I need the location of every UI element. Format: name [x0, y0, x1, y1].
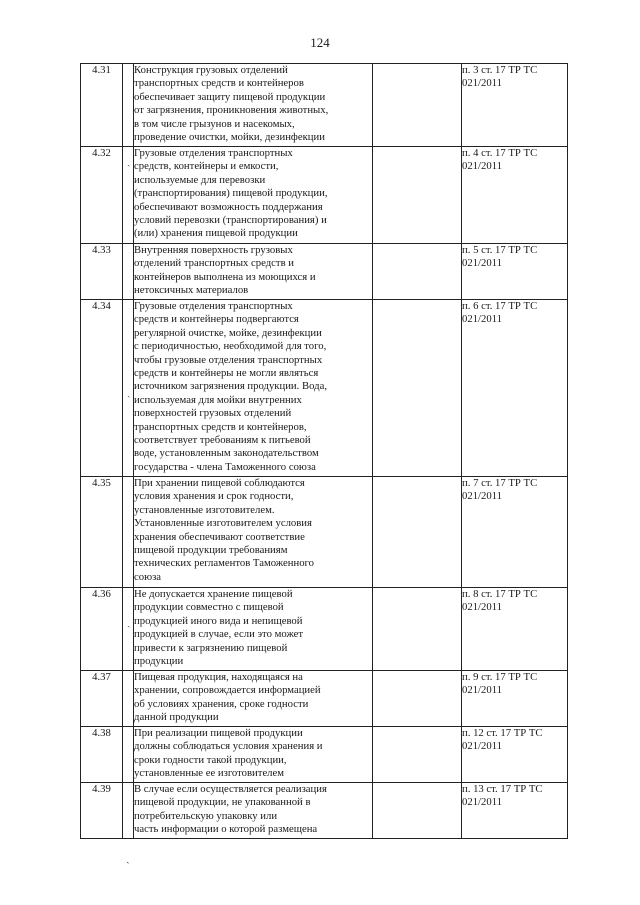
table-row — [81, 64, 568, 147]
pen-tick-mark: ˏ — [127, 617, 131, 628]
mark-cell — [123, 671, 134, 727]
mark-cell — [123, 244, 134, 300]
mark-cell — [123, 64, 134, 147]
row-number: 4.33 — [81, 244, 123, 300]
row-number: 4.38 — [81, 727, 123, 783]
requirement-text: Конструкция грузовых отделений транспортных средств и контейнеров обеспечивает защиту пищевой продукции от загрязнения, проникновения животных, в том числе грызунов и насекомых, проведение очистки, мойки, дезинфекции — [134, 64, 373, 147]
mark-cell — [123, 588, 134, 671]
row-number: 4.32 — [81, 147, 123, 244]
legal-reference: п. 12 ст. 17 ТР ТС 021/2011 — [462, 727, 568, 783]
table-row — [81, 244, 568, 300]
requirement-text: В случае если осуществляется реализация пищевой продукции, не упакованной в потребительскую упаковку или часть информации о которой размещена — [134, 783, 373, 839]
requirement-text: При реализации пищевой продукции должны соблюдаться условия хранения и сроки годности такой продукции, установленные ее изготовителем — [134, 727, 373, 783]
legal-reference: п. 4 ст. 17 ТР ТС 021/2011 — [462, 147, 568, 244]
empty-cell — [373, 727, 462, 783]
mark-cell — [123, 477, 134, 588]
pen-tick-mark: ˏ — [127, 387, 131, 398]
requirement-text: Грузовые отделения транспортных средств и контейнеры подвергаются регулярной очистке, мойке, дезинфекции с периодичностью, необходимой для того, чтобы грузовые отделения транспортных средств и контейнеры не могли являться источником загрязнения продукции. Вода, используемая для мойки внутренних поверхностей грузовых отделений транспортных средств и контейнеров, соответствует требованиям к питьевой воде, установленным законодательством государства - члена Таможенного союза — [134, 300, 373, 477]
row-number: 4.37 — [81, 671, 123, 727]
legal-reference: п. 9 ст. 17 ТР ТС 021/2011 — [462, 671, 568, 727]
table-row — [81, 783, 568, 839]
table-row — [81, 671, 568, 727]
empty-cell — [373, 477, 462, 588]
page-number: 124 — [310, 35, 330, 50]
empty-cell — [373, 147, 462, 244]
legal-reference: п. 3 ст. 17 ТР ТС 021/2011 — [462, 64, 568, 147]
table-row — [81, 477, 568, 588]
legal-reference: п. 7 ст. 17 ТР ТС 021/2011 — [462, 477, 568, 588]
mark-cell — [123, 783, 134, 839]
legal-reference: п. 8 ст. 17 ТР ТС 021/2011 — [462, 588, 568, 671]
empty-cell — [373, 300, 462, 477]
requirement-text: Внутренняя поверхность грузовых отделений транспортных средств и контейнеров выполнена из моющихся и нетоксичных материалов — [134, 244, 373, 300]
table-row — [81, 588, 568, 671]
legal-reference: п. 6 ст. 17 ТР ТС 021/2011 — [462, 300, 568, 477]
table-row — [81, 300, 568, 477]
row-number: 4.31 — [81, 64, 123, 147]
empty-cell — [373, 244, 462, 300]
legal-reference: п. 13 ст. 17 ТР ТС 021/2011 — [462, 783, 568, 839]
empty-cell — [373, 783, 462, 839]
empty-cell — [373, 64, 462, 147]
requirement-text: Грузовые отделения транспортных средств, контейнеры и емкости, используемые для перевозки (транспортирования) пищевой продукции, обеспечивают возможность поддержания условий перевозки (транспортирования) и (или) хранения пищевой продукции — [134, 147, 373, 244]
mark-cell — [123, 727, 134, 783]
row-number: 4.34 — [81, 300, 123, 477]
table-row — [81, 147, 568, 244]
row-number: 4.36 — [81, 588, 123, 671]
pen-tick-mark: ˏ — [126, 852, 130, 864]
empty-cell — [373, 588, 462, 671]
empty-cell — [373, 671, 462, 727]
mark-cell — [123, 147, 134, 244]
row-number: 4.39 — [81, 783, 123, 839]
row-number: 4.35 — [81, 477, 123, 588]
mark-cell — [123, 300, 134, 477]
requirement-text: При хранении пищевой соблюдаются условия хранения и срок годности, установленные изготовителем. Установленные изготовителем условия хранения обеспечивают соответствие пищевой продукции требованиям технических регламентов Таможенного союза — [134, 477, 373, 588]
pen-tick-mark: ˏ — [127, 156, 131, 167]
table-row — [81, 727, 568, 783]
legal-reference: п. 5 ст. 17 ТР ТС 021/2011 — [462, 244, 568, 300]
requirement-text: Пищевая продукция, находящаяся на хранении, сопровождается информацией об условиях хранения, сроке годности данной продукции — [134, 671, 373, 727]
requirement-text: Не допускается хранение пищевой продукции совместно с пищевой продукцией иного вида и непищевой продукцией в случае, если это может привести к загрязнению пищевой продукции — [134, 588, 373, 671]
requirements-table — [80, 63, 568, 839]
